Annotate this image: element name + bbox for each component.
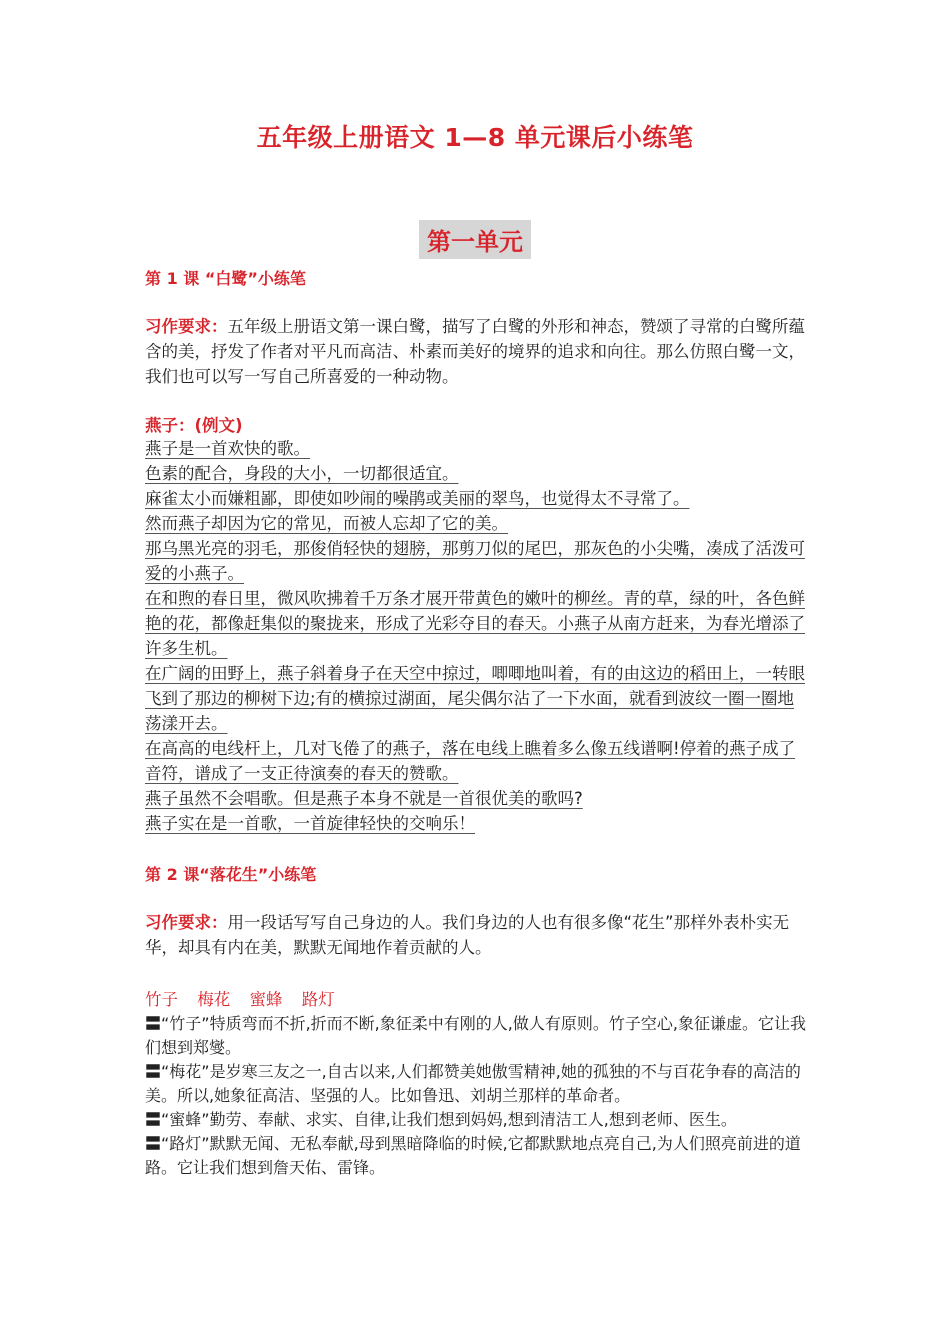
essay-line: 燕子实在是一首歌，一首旋律轻快的交响乐！: [145, 814, 475, 833]
essay-line: 麻雀太小而嫌粗鄙，即使如吵闹的噪鹃或美丽的翠鸟，也觉得太不寻常了。: [145, 489, 690, 508]
note-item: [145, 1060, 810, 1108]
example-label: 燕子：(例文): [145, 416, 243, 435]
tag-streetlight: 路灯: [301, 990, 335, 1009]
lesson-2-requirement: [145, 910, 810, 960]
essay-line: 那乌黑光亮的羽毛，那俊俏轻快的翅膀，那剪刀似的尾巴，那灰色的小尖嘴，凑成了活泼可爱的小燕子。: [145, 539, 805, 583]
lesson-1-heading: 第 1 课 “白鹭”小练笔: [145, 269, 306, 288]
topic-notes: [145, 1012, 810, 1180]
requirement-text: 用一段话写写自己身边的人。我们身边的人也有很多像“花生”那样外表朴实无华，却具有内在美，默默无闻地作着贡献的人。: [145, 913, 790, 957]
bullet-icon: 〓: [145, 1014, 162, 1033]
tag-bamboo: 竹子: [145, 990, 178, 1009]
bullet-icon: 〓: [145, 1062, 162, 1081]
essay-line: 在高高的电线杆上，几对飞倦了的燕子，落在电线上瞧着多么像五线谱啊!停着的燕子成了音符，谱成了一支正待演奏的春天的赞歌。: [145, 739, 796, 783]
essay-line: 色素的配合，身段的大小，一切都很适宜。: [145, 464, 459, 483]
requirement-label: 习作要求：: [145, 317, 228, 336]
note-text: “蜜蜂”勤劳、奉献、求实、自律,让我们想到妈妈,想到清洁工人,想到老师、医生。: [161, 1110, 737, 1129]
essay-line: 在广阔的田野上，燕子斜着身子在天空中掠过，唧唧地叫着，有的由这边的稻田上，一转眼飞到了那边的柳树下边;有的横掠过湖面，尾尖偶尔沾了一下水面，就看到波纹一圈一圈地荡漾开去。: [145, 664, 805, 733]
lesson-1-requirement: [145, 314, 810, 389]
tag-plum-blossom: 梅花: [197, 990, 231, 1009]
requirement-text: 五年级上册语文第一课白鹭，描写了白鹭的外形和神态，赞颂了寻常的白鹭所蕴含的美，抒发了作者对平凡而高洁、朴素而美好的境界的追求和向往。那么仿照白鹭一文，我们也可以写一写自己所喜爱的一种动物。: [145, 317, 805, 386]
essay-line: 在和煦的春日里，微风吹拂着千万条才展开带黄色的嫩叶的柳丝。青的草，绿的叶，各色鲜艳的花，都像赶集似的聚拢来，形成了光彩夺目的春天。小燕子从南方赶来，为春光增添了许多生机。: [145, 589, 805, 658]
note-item: [145, 1108, 810, 1132]
topic-tags: [145, 986, 349, 1010]
bullet-icon: 〓: [145, 1134, 162, 1153]
essay-line: 燕子是一首欢快的歌。: [145, 439, 310, 458]
essay-line: 然而燕子却因为它的常见，而被人忘却了它的美。: [145, 514, 508, 533]
note-item: [145, 1012, 810, 1060]
example-essay: [145, 436, 810, 836]
essay-line: 燕子虽然不会唱歌。但是燕子本身不就是一首很优美的歌吗?: [145, 789, 583, 808]
note-text: “梅花”是岁寒三友之一,自古以来,人们都赞美她傲雪精神,她的孤独的不与百花争春的高洁的美。所以,她象征高洁、坚强的人。比如鲁迅、刘胡兰那样的革命者。: [145, 1062, 801, 1105]
bullet-icon: 〓: [145, 1110, 162, 1129]
note-item: [145, 1132, 810, 1180]
unit-heading: 第一单元: [419, 220, 531, 259]
requirement-label: 习作要求：: [145, 913, 228, 932]
page-title: 五年级上册语文 1—8 单元课后小练笔: [256, 123, 694, 152]
note-text: “竹子”特质弯而不折,折而不断,象征柔中有刚的人,做人有原则。竹子空心,象征谦虚。它让我们想到郑燮。: [145, 1014, 806, 1057]
note-text: “路灯”默默无闻、无私奉献,母到黑暗降临的时候,它都默默地点亮自己,为人们照亮前进的道路。它让我们想到詹天佑、雷锋。: [145, 1134, 801, 1177]
tag-bee: 蜜蜂: [249, 990, 283, 1009]
lesson-2-heading: 第 2 课“落花生”小练笔: [145, 865, 317, 884]
